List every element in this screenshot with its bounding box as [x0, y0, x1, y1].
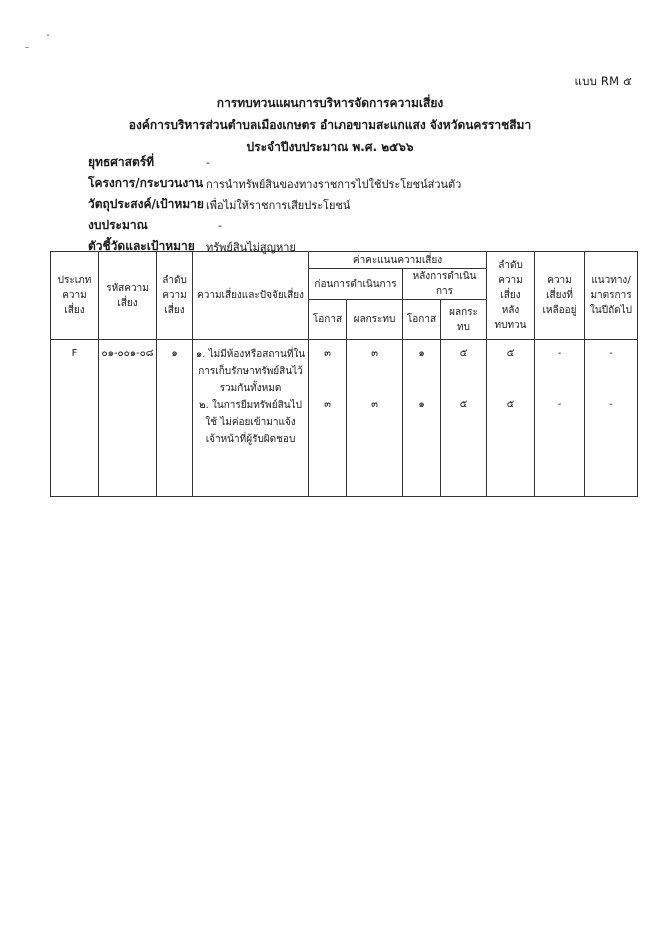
score-value: ๕	[459, 399, 468, 410]
risk-factor-line: การเก็บรักษาทรัพย์สินไว้	[198, 366, 303, 377]
header-row	[51, 252, 638, 269]
document-title: การทบทวนแผนการบริหารจัดการความเสี่ยง	[216, 96, 444, 110]
header-text: แนวทาง/	[591, 275, 631, 286]
score-value: ๕	[459, 348, 468, 359]
risk-factor-line: รวมกันทั้งหมด	[219, 383, 282, 394]
scan-speck	[25, 47, 29, 48]
risk-factor-line: เจ้าหน้าที่ผู้รับผิดชอบ	[205, 434, 296, 445]
meta-value: เพื่อไม่ให้ราชการเสียประโยชน์	[206, 198, 351, 212]
header-text: ความ	[498, 275, 523, 286]
header-before: ก่อนการดำเนินการ	[309, 269, 403, 300]
score-value: ๓	[371, 399, 378, 410]
score-value: ๑	[418, 348, 425, 359]
score-value: ๓	[371, 348, 378, 359]
header-before-likelihood: โอกาส	[309, 300, 347, 340]
cell-after-likelihood	[403, 340, 441, 497]
cell-risk-type: F	[51, 340, 99, 497]
score-value: ๕	[506, 348, 515, 359]
header-text: ความ	[162, 290, 187, 301]
organization-title: องค์การบริหารส่วนตำบลเมืองเกษตร อำเภอขามสะแกแสง จังหวัดนครราชสีมา	[128, 118, 532, 132]
meta-value: -	[206, 156, 210, 169]
header-text: หลัง	[501, 305, 520, 316]
meta-label: งบประมาณ	[88, 218, 148, 232]
header-text: มาตรการ	[590, 290, 632, 301]
header-text: รหัสความ	[106, 282, 149, 294]
header-after: หลังการดำเนินการ	[403, 269, 487, 300]
header-text: เสี่ยง	[64, 305, 85, 316]
score-value: -	[557, 399, 562, 410]
header-before-impact: ผลกระทบ	[347, 300, 403, 340]
meta-strategy	[88, 152, 628, 173]
header-score-group: ค่าคะแนนความเสี่ยง	[309, 252, 487, 269]
score-value: ๓	[324, 348, 331, 359]
score-value: -	[609, 399, 613, 410]
header-text: ลำดับ	[162, 275, 187, 286]
score-value: ๕	[506, 399, 515, 410]
header-text: เสี่ยง	[164, 305, 185, 316]
cell-rank: ๑	[157, 340, 193, 497]
risk-factor-line: ๑. ไม่มีห้องหรือสถานที่ใน	[195, 349, 306, 360]
cell-residual-risk	[535, 340, 585, 497]
score-value: ๓	[324, 399, 331, 410]
table-row	[51, 340, 638, 497]
risk-review-table	[50, 251, 638, 497]
meta-value: การนำทรัพย์สินของทางราชการไปใช้ประโยชน์ส่วนตัว	[206, 177, 462, 191]
document-title-block	[0, 92, 660, 158]
header-text: ลำดับ	[498, 260, 523, 271]
cell-next-measures	[585, 340, 638, 497]
header-risk-type	[51, 252, 99, 340]
score-value: -	[557, 348, 562, 359]
header-text: ความ	[62, 290, 87, 301]
header-text: เสี่ยงที่	[546, 290, 573, 301]
header-text: ทบทวน	[494, 320, 527, 331]
cell-after-impact	[441, 340, 487, 497]
score-value: ๑	[418, 399, 425, 410]
fiscal-year-title: ประจำปีงบประมาณ พ.ศ. ๒๕๖๖	[246, 140, 414, 154]
header-text: ประเภท	[57, 275, 92, 286]
meta-objective	[88, 194, 628, 215]
header-text: ความ	[547, 275, 572, 286]
meta-project	[88, 173, 628, 194]
header-risk-code	[99, 252, 157, 340]
risk-factor-line: ใช้ ไม่ค่อยเข้ามาแจ้ง	[205, 417, 296, 428]
header-review-rank	[487, 252, 535, 340]
risk-factor-line: ๒. ในการยืมทรัพย์สินไป	[199, 400, 302, 411]
meta-label: วัตถุประสงค์/เป้าหมาย	[88, 197, 204, 211]
document-meta	[88, 152, 628, 257]
scan-speck	[47, 34, 49, 36]
meta-label: โครงการ/กระบวนงาน	[88, 176, 204, 190]
meta-label: ตัวชี้วัดและเป้าหมาย	[88, 239, 195, 253]
header-text: เสี่ยง	[117, 297, 138, 309]
header-after-impact: ผลกระทบ	[441, 300, 487, 340]
cell-before-impact	[347, 340, 403, 497]
cell-before-likelihood	[309, 340, 347, 497]
form-code: แบบ RM ๕	[574, 74, 632, 88]
header-after-likelihood: โอกาส	[403, 300, 441, 340]
header-text: ในปีถัดไป	[590, 305, 633, 316]
cell-review-rank	[487, 340, 535, 497]
header-risk-factor: ความเสี่ยงและปัจจัยเสี่ยง	[193, 252, 309, 340]
header-text: เสี่ยง	[500, 290, 521, 301]
meta-value: -	[218, 219, 222, 232]
header-residual-risk	[535, 252, 585, 340]
meta-label: ยุทธศาสตร์ที่	[88, 155, 155, 169]
cell-risk-code: ๐๑-๐๐๑-๐๘	[99, 340, 157, 497]
meta-value: ทรัพย์สินไม่สูญหาย	[206, 240, 296, 254]
meta-budget	[88, 215, 628, 236]
cell-risk-factors	[193, 340, 309, 497]
score-value: -	[609, 348, 613, 359]
header-rank	[157, 252, 193, 340]
header-text: เหลืออยู่	[542, 305, 577, 316]
header-next-measures	[585, 252, 638, 340]
